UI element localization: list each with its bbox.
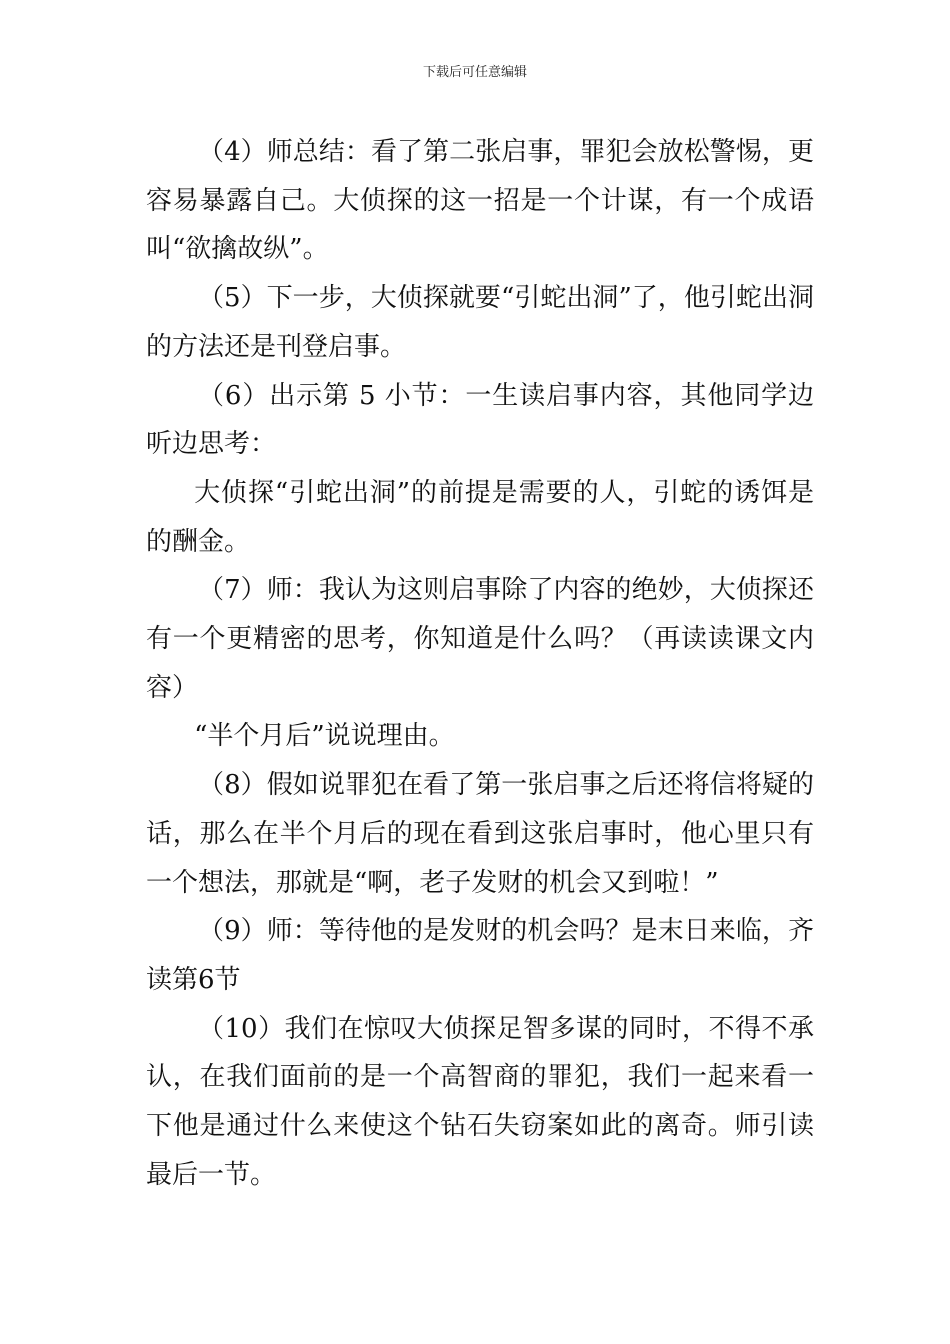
document-body bbox=[146, 128, 814, 1199]
page-header: 下载后可任意编辑 bbox=[422, 65, 527, 80]
paragraph-half-month: “半个月后”说说理由。 bbox=[194, 721, 455, 752]
paragraph-premise: 大侦探“引蛇出洞”的前提是需要的人，引蛇的诱饵是的酬金。 bbox=[146, 477, 814, 557]
paragraph-7-teacher: （7）师：我认为这则启事除了内容的绝妙，大侦探还有一个更精密的思考，你知道是什么吗？（再读读课文内容） bbox=[146, 575, 814, 703]
paragraph-8-suppose: （8）假如说罪犯在看了第一张启事之后还将信将疑的话，那么在半个月后的现在看到这张启事时，他心里只有一个想法，那就是“啊，老子发财的机会又到啦！” bbox=[146, 770, 814, 898]
paragraph-5-next-step: （5）下一步，大侦探就要“引蛇出洞”了，他引蛇出洞的方法还是刊登启事。 bbox=[146, 283, 814, 362]
paragraph-6-show-section: （6）出示第 5 小节：一生读启事内容，其他同学边听边思考： bbox=[146, 380, 814, 460]
paragraph-10-conclusion: （10）我们在惊叹大侦探足智多谋的同时，不得不承认，在我们面前的是一个高智商的罪犯，我们一起来看一下他是通过什么来使这个钻石失窃案如此的离奇。师引读最后一节。 bbox=[146, 1013, 814, 1190]
paragraph-4-summary: （4）师总结：看了第二张启事，罪犯会放松警惕，更容易暴露自己。大侦探的这一招是一个计谋，有一个成语叫“欲擒故纵”。 bbox=[146, 137, 814, 265]
paragraph-9-teacher: （9）师：等待他的是发财的机会吗？是末日来临，齐读第6节 bbox=[146, 916, 814, 995]
